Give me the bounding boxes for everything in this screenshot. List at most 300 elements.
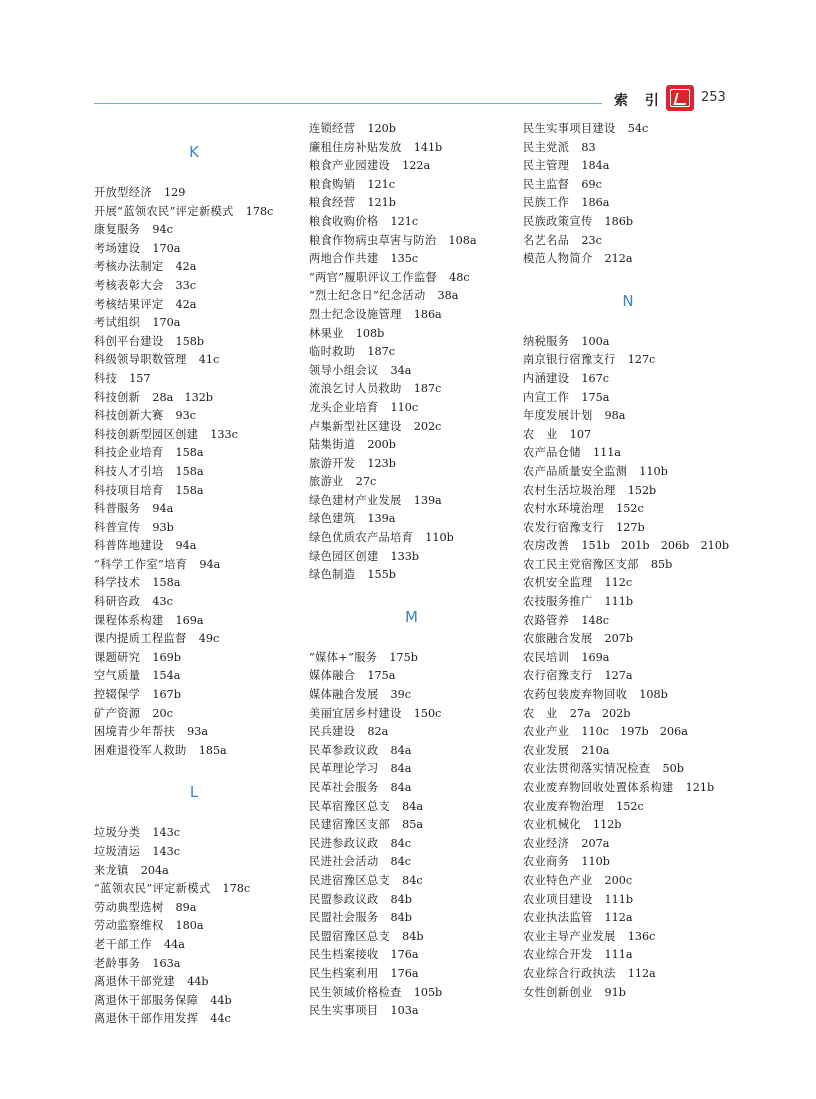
page-reference: 111b [604, 892, 634, 906]
index-term: 林果业 [309, 326, 344, 340]
index-term: 民生实事项目 [309, 1004, 379, 1018]
index-term: 农行宿豫支行 [523, 669, 593, 683]
index-entry [94, 203, 294, 222]
index-entry [309, 548, 514, 567]
index-term: 空气质量 [94, 669, 141, 683]
index-entry [94, 537, 294, 556]
index-entry [94, 482, 294, 501]
index-entry [309, 891, 514, 910]
index-entry [94, 880, 294, 899]
index-entry [309, 723, 514, 742]
page-reference: 187c [413, 382, 442, 396]
page-reference: 50b [662, 762, 684, 776]
index-term: 民革社会服务 [309, 781, 379, 794]
index-entry [523, 232, 733, 251]
index-term: 农 业 [523, 427, 558, 441]
index-term: 劳动典型选树 [94, 900, 164, 914]
index-entry [94, 296, 294, 315]
index-entry [523, 574, 733, 593]
index-entry [523, 463, 733, 482]
index-entry [523, 333, 733, 352]
index-term: 农业产业 [523, 725, 570, 739]
index-term: 名艺名品 [523, 233, 570, 247]
index-entry [309, 835, 514, 854]
index-term: 离退休干部作用发挥 [94, 1012, 199, 1026]
index-entry [523, 742, 733, 761]
index-term: 民生档案利用 [309, 966, 379, 980]
page-reference: 34a [390, 363, 412, 377]
page-reference: 54c [627, 122, 649, 135]
index-entry [523, 194, 733, 213]
page-reference: 84b [390, 911, 412, 925]
index-entry [94, 843, 294, 862]
header-rule [94, 103, 602, 104]
page-reference: 152c [616, 502, 644, 516]
page-reference: 84c [402, 873, 423, 887]
page-reference: 187c [367, 345, 395, 359]
page-reference: 202c [413, 419, 442, 433]
index-term: 考核表彰大会 [94, 278, 164, 292]
page-reference: 94a [175, 539, 197, 553]
page-reference: 158b [175, 334, 205, 348]
page-reference: 150c [413, 706, 442, 720]
index-term: 绿色制造 [309, 568, 356, 582]
index-column-1 [94, 120, 294, 1029]
index-entry [523, 250, 733, 269]
index-entry [309, 965, 514, 984]
index-term: 绿色园区创建 [309, 549, 379, 563]
page-reference: 112a [604, 911, 633, 925]
index-entry [523, 426, 733, 445]
index-term: 民进社会活动 [309, 855, 379, 869]
index-entry [309, 306, 514, 325]
page-reference: 84a [390, 781, 412, 794]
index-entry [94, 519, 294, 538]
page-reference: 84a [390, 762, 412, 776]
index-entry [309, 760, 514, 779]
page-reference: 108a [448, 233, 477, 247]
index-term: 廉租住房补贴发放 [309, 140, 402, 154]
index-term: 困境青少年帮扶 [94, 725, 176, 739]
index-term: 农业综合行政执法 [523, 966, 616, 980]
index-term: 民进参政议政 [309, 836, 379, 850]
index-entry [94, 370, 294, 389]
index-term: 老干部工作 [94, 937, 152, 951]
index-entry [94, 612, 294, 631]
page-reference: 42a [175, 297, 197, 311]
index-entry [523, 649, 733, 668]
page-reference: 41c [198, 353, 220, 367]
index-entry [94, 899, 294, 918]
index-term: 旅游开发 [309, 456, 356, 470]
index-term: 开展“蓝领农民”评定新模式 [94, 204, 234, 218]
page-reference: 135c [390, 252, 419, 266]
index-entry [309, 269, 514, 288]
index-term: 开放型经济 [94, 186, 152, 199]
page-reference: 151b 201b 206b 210b [581, 539, 729, 553]
index-entry [309, 705, 514, 724]
index-term: 科技创新型园区创建 [94, 427, 199, 441]
page-reference: 44b [210, 993, 232, 1007]
index-entry [523, 686, 733, 705]
index-entry [523, 593, 733, 612]
page-number: 253 [701, 90, 726, 105]
index-entry [309, 909, 514, 928]
index-term: 科级领导职数管理 [94, 353, 187, 367]
page-reference: 157 [129, 371, 151, 385]
page-reference: 158a [175, 483, 204, 497]
index-entry [309, 418, 514, 437]
page-reference: 103a [390, 1004, 419, 1018]
index-term: 粮食经营 [309, 196, 356, 210]
page-reference: 148c [581, 613, 609, 627]
index-entry [94, 667, 294, 686]
index-term: “烈士纪念日”纪念活动 [309, 289, 426, 303]
index-term: 科创平台建设 [94, 334, 164, 348]
index-term: 考核办法制定 [94, 260, 164, 274]
index-entry [523, 630, 733, 649]
index-entry [523, 444, 733, 463]
page-reference: 167c [581, 371, 609, 385]
page-reference: 139a [367, 512, 396, 526]
index-term: 垃圾清运 [94, 845, 141, 858]
index-term: 旅游业 [309, 475, 344, 489]
index-term: 科普服务 [94, 502, 141, 516]
page-reference: 91b [604, 985, 626, 999]
index-entry [94, 407, 294, 426]
page-reference: 112a [627, 966, 656, 980]
page-reference: 84c [390, 836, 412, 850]
index-entry [309, 492, 514, 511]
page-reference: 155b [367, 568, 396, 582]
index-entry [523, 779, 733, 798]
index-term: 临时救助 [309, 345, 356, 359]
index-entry [309, 455, 514, 474]
index-entry [309, 667, 514, 686]
index-term: 两地合作共建 [309, 252, 379, 266]
index-term: 民族政策宣传 [523, 214, 593, 228]
index-entry [94, 862, 294, 881]
index-entry [309, 232, 514, 251]
index-term: 民盟社会服务 [309, 911, 379, 925]
page-reference: 93a [187, 725, 209, 739]
page-reference: 84b [390, 892, 412, 906]
index-entry [94, 936, 294, 955]
index-entry [523, 891, 733, 910]
page-reference: 175a [581, 390, 610, 404]
index-column-3 [523, 120, 733, 1002]
index-term: 民主管理 [523, 159, 570, 173]
page-reference: 111a [592, 446, 621, 460]
page-reference: 85b [650, 557, 673, 571]
index-term: 美丽宜居乡村建设 [309, 706, 402, 720]
page-reference: 210a [581, 743, 610, 757]
index-entry [523, 612, 733, 631]
index-entry [309, 343, 514, 362]
index-term: 科技人才引培 [94, 464, 164, 478]
index-entry [309, 529, 514, 548]
page-reference: 158a [175, 464, 204, 478]
index-entry [94, 705, 294, 724]
index-entry [309, 510, 514, 529]
page-reference: 170a [152, 241, 181, 255]
index-entry [309, 566, 514, 585]
index-entry [309, 120, 514, 139]
index-entry [94, 500, 294, 519]
index-entry [309, 436, 514, 455]
page-reference: 48c [449, 270, 470, 284]
page-reference: 180a [175, 919, 204, 933]
index-term: “科学工作室”培育 [94, 557, 188, 571]
index-entry [523, 723, 733, 742]
page-reference: 108b [639, 688, 668, 702]
page-reference: 42a [175, 260, 197, 274]
index-term: 农产品仓储 [523, 446, 581, 460]
index-entry [523, 370, 733, 389]
index-term: 粮食购销 [309, 177, 356, 191]
index-term: 农业废弃物回收处置体系构建 [523, 781, 674, 794]
page-reference: 169b [152, 650, 181, 664]
page-reference: 152b [627, 483, 657, 497]
index-entry [94, 973, 294, 992]
index-term: 农业执法监管 [523, 911, 593, 925]
index-term: 民生领域价格检查 [309, 985, 402, 999]
index-term: 科技项目培育 [94, 483, 164, 497]
index-term: 民生档案接收 [309, 948, 379, 962]
index-term: 离退休干部党建 [94, 975, 176, 989]
index-entry [309, 779, 514, 798]
page-reference: 158a [175, 446, 204, 460]
index-entry [94, 389, 294, 408]
index-term: 模范人物简介 [523, 252, 593, 266]
index-entry [309, 250, 514, 269]
page-reference: 94a [152, 502, 174, 516]
index-entry [94, 649, 294, 668]
page-reference: 133b [390, 549, 420, 563]
page-reference: 110b [639, 464, 668, 478]
index-term: 科普阵地建设 [94, 539, 164, 553]
page-reference: 167b [152, 688, 181, 702]
index-term: 领导小组会议 [309, 363, 379, 377]
index-term: 考核结果评定 [94, 297, 164, 311]
index-term: 农业特色产业 [523, 873, 593, 887]
index-entry [94, 742, 294, 761]
index-entry [309, 399, 514, 418]
index-column-2 [309, 120, 514, 1021]
index-term: 农药包装废弃物回收 [523, 688, 628, 702]
page-reference: 83 [581, 140, 596, 154]
index-term: 媒体融合 [309, 669, 356, 683]
page-reference: 154a [152, 669, 181, 683]
index-term: 媒体融合发展 [309, 688, 379, 702]
index-entry [523, 798, 733, 817]
index-term: 农工民主党宿豫区支部 [523, 557, 639, 571]
index-entry [309, 816, 514, 835]
index-entry [309, 194, 514, 213]
index-entry [523, 500, 733, 519]
page-reference: 143c [152, 826, 180, 840]
index-term: 农业经济 [523, 836, 570, 850]
section-letter-heading: K [189, 143, 199, 161]
index-entry [523, 556, 733, 575]
index-entry [94, 723, 294, 742]
page-reference: 84a [390, 743, 412, 757]
page-reference: 107 [569, 427, 592, 441]
index-term: 科研咨政 [94, 595, 141, 609]
index-entry [94, 574, 294, 593]
index-term: 考场建设 [94, 241, 141, 255]
section-title: 索 引 [614, 93, 665, 109]
index-entry [523, 120, 733, 139]
index-term: 烈士纪念设施管理 [309, 307, 402, 321]
index-entry [523, 946, 733, 965]
page-reference: 204a [140, 863, 169, 877]
index-term: “蓝领农民”评定新模式 [94, 882, 211, 896]
index-entry [523, 835, 733, 854]
index-entry [94, 593, 294, 612]
index-entry [309, 853, 514, 872]
index-entry [94, 184, 294, 203]
page-reference: 93b [152, 520, 174, 534]
page-reference: 139a [413, 493, 442, 507]
page-reference: 184a [581, 159, 610, 173]
section-letter-heading: N [622, 291, 634, 310]
page-reference: 44b [187, 975, 209, 989]
index-term: 绿色建材产业发展 [309, 493, 402, 507]
index-entry [523, 213, 733, 232]
index-term: 农发行宿豫支行 [523, 520, 605, 534]
index-entry [94, 333, 294, 352]
index-term: “媒体+”服务 [309, 650, 378, 664]
index-entry [523, 351, 733, 370]
page-reference: 175b [389, 650, 418, 664]
page-reference: 43c [152, 595, 173, 609]
section-letter-heading: M [405, 607, 418, 626]
index-term: 矿产资源 [94, 706, 141, 720]
page-reference: 127b [616, 520, 645, 534]
index-term: 农村生活垃圾治理 [523, 483, 616, 497]
index-entry [523, 176, 733, 195]
page-reference: 94a [199, 557, 221, 571]
index-entry [309, 872, 514, 891]
index-term: 农技服务推广 [523, 595, 593, 609]
index-entry [309, 157, 514, 176]
page-reference: 200c [604, 873, 633, 887]
page-reference: 186b [604, 214, 634, 228]
page-reference: 141b [413, 140, 443, 154]
index-entry [94, 630, 294, 649]
page-reference: 28a 132b [152, 390, 213, 404]
index-term: 农 业 [523, 706, 558, 720]
page-reference: 169a [175, 613, 204, 627]
index-term: 课程体系构建 [94, 613, 164, 627]
index-entry [94, 351, 294, 370]
page-reference: 84a [402, 799, 424, 813]
index-entry [94, 444, 294, 463]
index-entry [94, 426, 294, 445]
index-term: 流浪乞讨人员救助 [309, 382, 402, 396]
index-term: 农业主导产业发展 [523, 929, 616, 943]
page-reference: 84c [390, 855, 412, 869]
index-term: 绿色优质农产品培育 [309, 531, 414, 545]
page-reference: 152c [616, 799, 644, 813]
index-entry [94, 824, 294, 843]
index-term: 连锁经营 [309, 122, 356, 135]
index-entry [523, 816, 733, 835]
page-reference: 121c [390, 214, 419, 228]
index-term: 民盟参政议政 [309, 892, 379, 906]
index-term: 农业法贯彻落实情况检查 [523, 762, 651, 776]
page-reference: 178c [245, 204, 274, 218]
page-reference: 123b [367, 456, 396, 470]
page-reference: 136c [627, 929, 656, 943]
index-term: 困难退役军人救助 [94, 743, 187, 757]
index-entry [523, 482, 733, 501]
index-term: 农业商务 [523, 855, 570, 869]
index-term: 农房改善 [523, 539, 570, 553]
page-reference: 176a [390, 966, 419, 980]
index-term: 课内提质工程监督 [94, 632, 187, 646]
index-entry [523, 705, 733, 724]
page-reference: 163a [152, 956, 181, 970]
page-reference: 98a [604, 409, 626, 423]
index-entry [309, 742, 514, 761]
index-entry [309, 176, 514, 195]
page-reference: 94c [152, 223, 173, 237]
index-term: 农业废弃物治理 [523, 799, 605, 813]
index-term: 民主党派 [523, 140, 570, 154]
page-reference: 186a [581, 196, 610, 210]
page-reference: 111a [604, 948, 633, 962]
index-entry [94, 686, 294, 705]
index-term: 内涵建设 [523, 371, 570, 385]
index-term: 课题研究 [94, 650, 141, 664]
index-term: “两官”履职评议工作监督 [309, 270, 438, 284]
index-entry [523, 909, 733, 928]
page-reference: 110b [581, 855, 610, 869]
index-term: 农村水环境治理 [523, 502, 605, 516]
index-entry [523, 157, 733, 176]
page-reference: 121c [367, 177, 395, 191]
page-reference: 49c [198, 632, 220, 646]
page-reference: 85a [402, 818, 424, 832]
index-term: 科技企业培育 [94, 446, 164, 460]
index-entry [309, 287, 514, 306]
index-term: 农机安全监理 [523, 576, 593, 590]
index-term: 农产品质量安全监测 [523, 464, 628, 478]
index-term: 康复服务 [94, 223, 141, 237]
index-entry [523, 667, 733, 686]
index-entry [94, 240, 294, 259]
index-term: 农业项目建设 [523, 892, 593, 906]
page-reference: 178c [222, 882, 251, 896]
section-letter-heading: L [189, 783, 199, 802]
index-term: 科技创新大赛 [94, 409, 164, 423]
index-entry [523, 928, 733, 947]
index-term: 离退休干部服务保障 [94, 993, 199, 1007]
index-term: 科技 [94, 371, 118, 385]
index-term: 农民培训 [523, 650, 570, 664]
page-reference: 207a [581, 836, 610, 850]
index-term: 粮食作物病虫草害与防治 [309, 233, 437, 247]
index-term: 内宣工作 [523, 390, 570, 404]
index-term: 农业综合开发 [523, 948, 593, 962]
index-term: 南京银行宿豫支行 [523, 353, 616, 367]
index-entry [94, 221, 294, 240]
page-reference: 84b [402, 929, 424, 943]
page-reference: 44c [210, 1012, 231, 1026]
index-term: 劳动监察维权 [94, 919, 164, 933]
